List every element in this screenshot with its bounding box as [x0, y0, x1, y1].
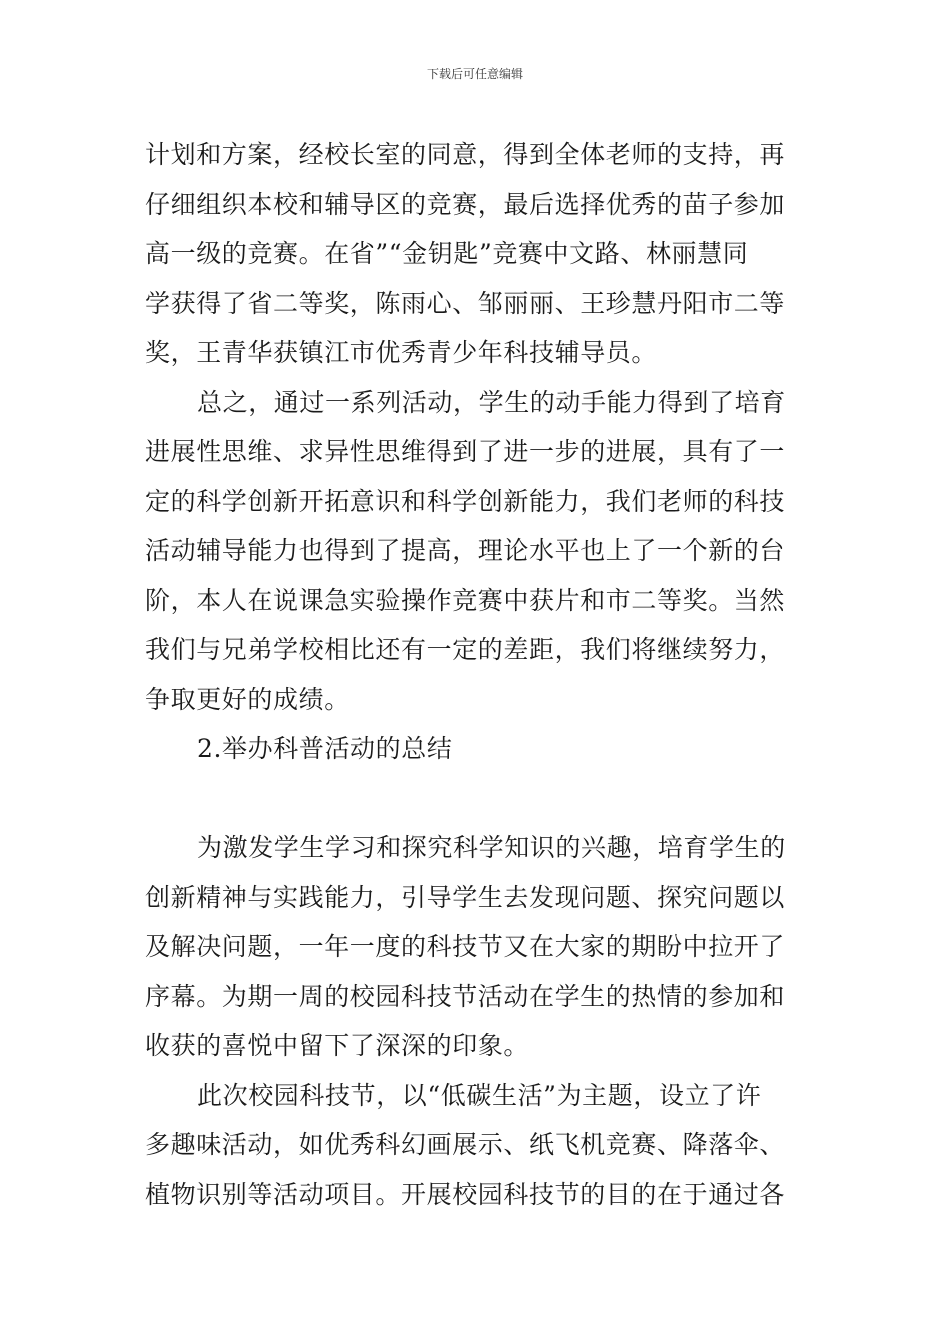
- text-line: 植物识别等活动项目。开展校园科技节的目的在于通过各: [145, 1179, 786, 1209]
- section-gap: [145, 774, 810, 824]
- text-line: 我们与兄弟学校相比还有一定的差距，我们将继续努力，: [145, 635, 786, 664]
- text-line: 及解决问题，一年一度的科技节又在大家的期盼中拉开了: [145, 932, 786, 961]
- text-line: 创新精神与实践能力，引导学生去发现问题、探究问题以: [145, 882, 786, 912]
- paragraph-first-line: 总之，通过一系列活动，学生的动手能力得到了培育: [197, 387, 786, 417]
- text-line: 计划和方案，经校长室的同意，得到全体老师的支持，再: [145, 140, 786, 169]
- text-line: 争取更好的成绩。: [145, 684, 350, 714]
- section-heading: 2.举办科普活动的总结: [197, 734, 453, 763]
- text-line: 定的科学创新开拓意识和科学创新能力，我们老师的科技: [145, 486, 786, 516]
- page-header-note: 下载后可任意编辑: [426, 67, 523, 81]
- text-line: 多趣味活动，如优秀科幻画展示、纸飞机竞赛、降落伞、: [145, 1130, 786, 1159]
- paragraph-first-line: 为激发学生学习和探究科学知识的兴趣，培育学生的: [197, 833, 786, 862]
- paragraph-first-line: 此次校园科技节，以“低碳生活”为主题，设立了许: [197, 1080, 762, 1110]
- text-line: 高一级的竞赛。在省”“金钥匙”竞赛中文路、林丽慧同: [145, 239, 749, 268]
- text-line: 仔细组织本校和辅导区的竞赛，最后选择优秀的苗子参加: [145, 189, 786, 219]
- text-line: 奖，王青华获镇江市优秀青少年科技辅导员。: [145, 338, 658, 367]
- text-line: 学获得了省二等奖，陈雨心、邹丽丽、王珍慧丹阳市二等: [145, 288, 786, 318]
- text-line: 收获的喜悦中留下了深深的印象。: [145, 1031, 530, 1060]
- text-line: 进展性思维、求异性思维得到了进一步的进展，具有了一: [145, 437, 786, 466]
- text-line: 活动辅导能力也得到了提高，理论水平也上了一个新的台: [145, 536, 786, 565]
- text-line: 序幕。为期一周的校园科技节活动在学生的热情的参加和: [145, 981, 786, 1011]
- text-line: 阶，本人在说课急实验操作竞赛中获片和市二等奖。当然: [145, 585, 786, 615]
- document-body: [145, 130, 810, 1219]
